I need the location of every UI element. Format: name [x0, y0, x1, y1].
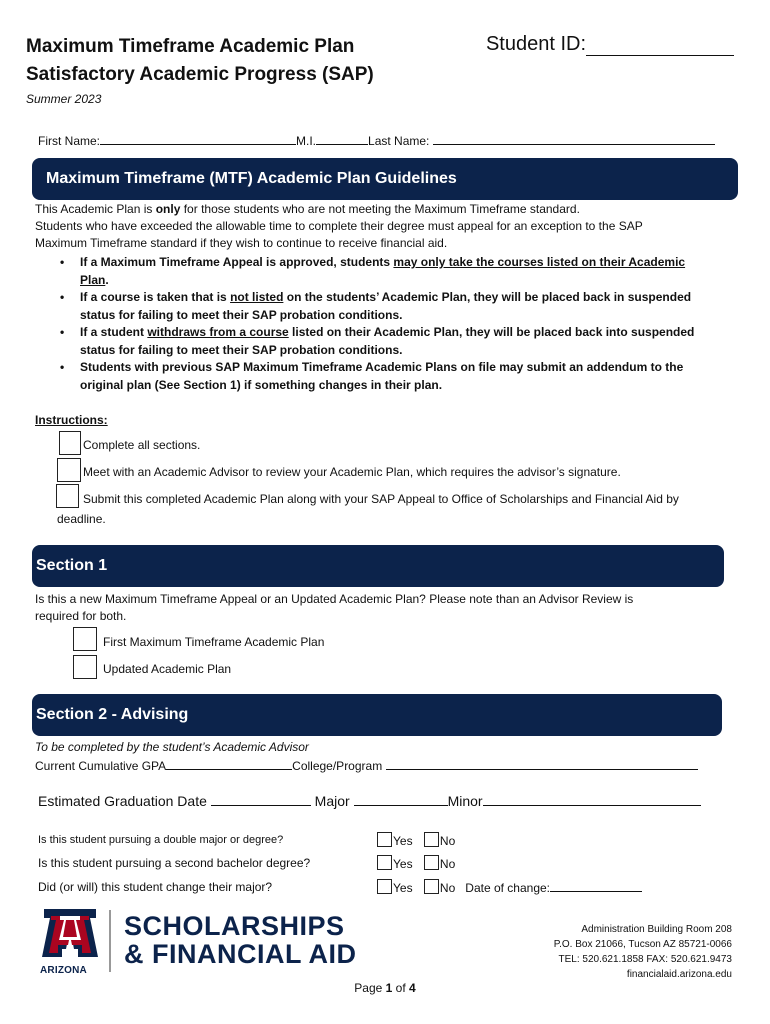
bullet-text: status for failing to meet their SAP probation conditions.	[80, 342, 403, 357]
q3-yes-checkbox[interactable]	[377, 879, 392, 894]
grad-row	[38, 791, 701, 809]
bullet-text: .	[105, 272, 109, 287]
grad-field[interactable]	[211, 791, 311, 806]
bullet-text: Students with previous SAP Maximum Timeframe Academic Plans on file may submit an addendum to the	[80, 360, 684, 374]
intro-text-post: for those students who are not meeting the Maximum Timeframe standard.	[180, 202, 580, 216]
last-name-label: Last Name:	[368, 134, 430, 148]
mi-label: M.I.	[296, 134, 317, 148]
section1-text	[35, 591, 735, 625]
major-field[interactable]	[354, 791, 448, 806]
intro-text-2: Students who have exceeded the allowable time to complete their degree must appeal for an exception to the SAP	[35, 219, 643, 233]
yes-label: Yes	[393, 834, 413, 848]
address-line-1: Administration Building Room 208	[581, 924, 732, 935]
yes-label: Yes	[393, 857, 413, 871]
address-line-3: TEL: 520.621.1858 FAX: 520.621.9473	[558, 954, 732, 965]
college-label: College/Program	[292, 759, 383, 773]
list-item: • If a course is taken that is not listed on the students’ Academic Plan, they will be placed back in suspended status for failing to meet their SAP probation conditions.	[60, 290, 692, 322]
student-id-line[interactable]	[586, 35, 734, 56]
instruction-item-3-cont: deadline.	[57, 512, 106, 526]
name-row	[38, 132, 715, 148]
instruction-item-2: Meet with an Academic Advisor to review your Academic Plan, which requires the advisor’s signature.	[83, 465, 621, 479]
q3-no-checkbox[interactable]	[424, 879, 439, 894]
address-line-2: P.O. Box 21066, Tucson AZ 85721-0066	[553, 939, 732, 950]
student-id-field[interactable]	[486, 33, 734, 56]
student-id-label: Student ID:	[485, 33, 586, 55]
first-plan-checkbox[interactable]	[73, 627, 97, 651]
logo-divider	[109, 910, 111, 972]
no-label: No	[439, 857, 456, 871]
brand-line-2: & FINANCIAL AID	[124, 939, 357, 969]
question-1: Is this student pursuing a double major or degree?	[38, 834, 284, 846]
page-current: 1	[385, 981, 393, 995]
arizona-a-icon	[40, 909, 100, 961]
section2-subtitle: To be completed by the student’s Academic Advisor	[35, 740, 309, 754]
first-plan-label: First Maximum Timeframe Academic Plan	[103, 635, 325, 649]
list-item: • Students with previous SAP Maximum Timeframe Academic Plans on file may submit an addendum to the original plan (See Section 1) if something changes in their plan.	[60, 360, 684, 392]
bullet-underline: not listed	[230, 290, 284, 304]
q3-answers	[377, 879, 642, 897]
brand-wordmark	[124, 912, 357, 968]
title-line-1: Maximum Timeframe Academic Plan	[26, 36, 355, 57]
gpa-row	[35, 757, 698, 775]
grad-label: Estimated Graduation Date	[38, 793, 207, 809]
question-3: Did (or will) this student change their major?	[38, 880, 273, 894]
gpa-field[interactable]	[166, 757, 292, 770]
gpa-label: Current Cumulative GPA	[35, 759, 167, 773]
bullet-underline: withdraws from a course	[147, 325, 289, 339]
first-name-field[interactable]	[100, 132, 296, 145]
date-change-label: Date of change:	[465, 881, 551, 895]
instruction-checkbox-1[interactable]	[59, 431, 81, 455]
section2-header	[32, 694, 722, 736]
bullet-text: If a student	[80, 325, 148, 339]
guidelines-intro	[35, 201, 735, 252]
bullet-underline: Plan	[80, 272, 106, 287]
bullet-text: original plan (See Section 1) if something changes in their plan.	[80, 377, 443, 392]
instruction-item-1: Complete all sections.	[83, 438, 201, 452]
instructions-heading: Instructions:	[35, 413, 108, 427]
question-2: Is this student pursuing a second bachelor degree?	[38, 856, 311, 870]
instruction-item-3: Submit this completed Academic Plan along with your SAP Appeal to Office of Scholarships and Financial Aid by	[83, 492, 679, 506]
bullet-text: If a course is taken that is	[80, 290, 231, 304]
guidelines-heading: Maximum Timeframe (MTF) Academic Plan Guidelines	[46, 170, 457, 187]
last-name-field[interactable]	[433, 132, 715, 145]
q1-no-checkbox[interactable]	[424, 832, 439, 847]
mi-field[interactable]	[316, 132, 368, 145]
intro-bold: only	[155, 202, 181, 216]
page-total: 4	[409, 981, 416, 995]
bullet-text: If a Maximum Timeframe Appeal is approved, students	[80, 255, 394, 269]
intro-text-3: Maximum Timeframe standard if they wish to continue to receive financial aid.	[35, 236, 448, 250]
term-label: Summer 2023	[26, 92, 102, 106]
arizona-logo	[40, 909, 100, 976]
q1-answers	[377, 832, 455, 850]
bullet-text: on the students’ Academic Plan, they will be placed back in suspended	[283, 290, 692, 304]
bullet-text: listed on their Academic Plan, they will be placed back into suspended	[288, 325, 695, 339]
logo-text: ARIZONA	[40, 965, 87, 976]
list-item: • If a Maximum Timeframe Appeal is approved, students may only take the courses listed on their Academic Plan.	[60, 255, 686, 287]
section1-heading: Section 1	[36, 557, 108, 574]
college-field[interactable]	[386, 757, 698, 770]
minor-field[interactable]	[483, 791, 701, 806]
instruction-checkbox-2[interactable]	[57, 458, 81, 482]
q2-answers	[377, 855, 455, 873]
updated-plan-checkbox[interactable]	[73, 655, 97, 679]
updated-plan-label: Updated Academic Plan	[103, 662, 232, 676]
intro-text: This Academic Plan is	[35, 202, 156, 216]
major-label: Major	[314, 793, 350, 809]
guidelines-list	[35, 254, 735, 394]
page-pre: Page	[354, 981, 386, 995]
list-item: • If a student withdraws from a course listed on their Academic Plan, they will be placed back into suspended status for failing to meet their SAP probation conditions.	[60, 325, 695, 357]
yes-label: Yes	[393, 881, 413, 895]
title-line-2: Satisfactory Academic Progress (SAP)	[26, 64, 374, 85]
bullet-underline: may only take the courses listed on their Academic	[393, 255, 686, 269]
section1-text-2: required for both.	[35, 609, 127, 623]
office-address	[554, 922, 732, 982]
q2-no-checkbox[interactable]	[424, 855, 439, 870]
date-change-field[interactable]	[550, 879, 642, 892]
website-link[interactable]: financialaid.arizona.edu	[626, 969, 732, 980]
first-name-label: First Name:	[38, 134, 101, 148]
brand-line-1: SCHOLARSHIPS	[124, 911, 345, 941]
section1-text-1: Is this a new Maximum Timeframe Appeal or an Updated Academic Plan? Please note than an Advisor Review is	[35, 592, 634, 606]
instruction-checkbox-3[interactable]	[56, 484, 79, 508]
q2-yes-checkbox[interactable]	[377, 855, 392, 870]
no-label: No	[439, 881, 456, 895]
section2-heading: Section 2 - Advising	[36, 706, 189, 723]
form-title	[26, 33, 374, 89]
page-mid: of	[392, 981, 410, 995]
guidelines-header	[32, 158, 738, 200]
bullet-text: status for failing to meet their SAP probation conditions.	[80, 307, 403, 322]
no-label: No	[439, 834, 456, 848]
page-number	[0, 981, 770, 995]
q1-yes-checkbox[interactable]	[377, 832, 392, 847]
minor-label: Minor	[447, 793, 483, 809]
section1-header	[32, 545, 724, 587]
